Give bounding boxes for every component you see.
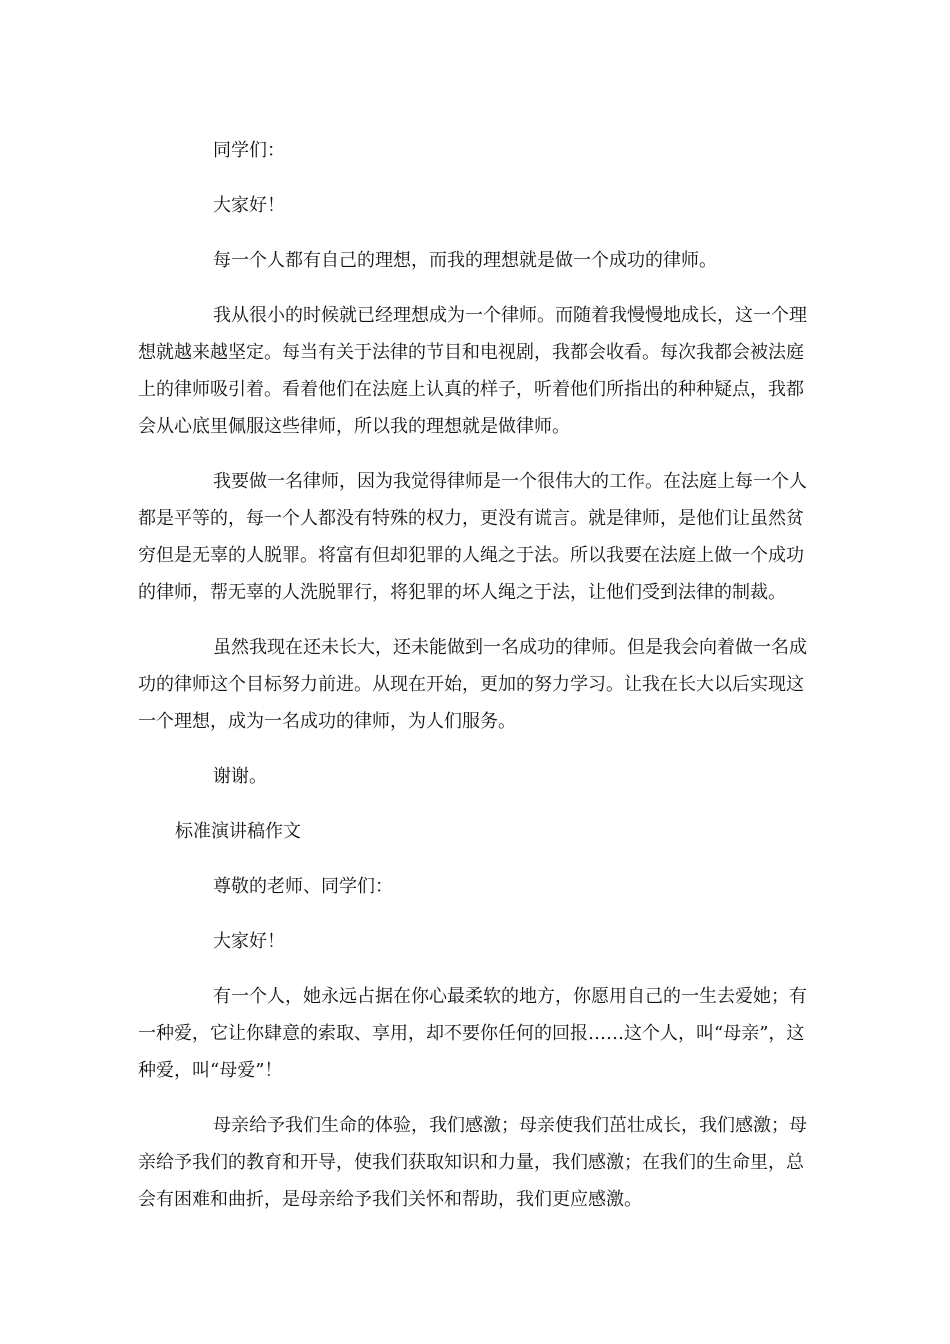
greeting: 大家好！ [213, 195, 285, 216]
salutation: 尊敬的老师、同学们： [213, 876, 393, 897]
paragraph: 虽然我现在还未长大，还未能做到一名成功的律师。但是我会向着做一名成功的律师这个目标努力前进。从现在开始，更加的努力学习。让我在长大以后实现这一个理想，成为一名成功的律师，为人们服务。 [138, 637, 807, 732]
paragraph: 我从很小的时候就已经理想成为一个律师。而随着我慢慢地成长，这一个理想就越来越坚定。每当有关于法律的节目和电视剧，我都会收看。每次我都会被法庭上的律师吸引着。看着他们在法庭上认真的样子，听着他们所指出的种种疑点，我都会从心底里佩服这些律师，所以我的理想就是做律师。 [138, 305, 807, 437]
paragraph: 母亲给予我们生命的体验，我们感激；母亲使我们茁壮成长，我们感激；母亲给予我们的教育和开导，使我们获取知识和力量，我们感激；在我们的生命里，总会有困难和曲折，是母亲给予我们关怀和帮助，我们更应感激。 [138, 1115, 807, 1210]
greeting: 大家好！ [213, 931, 285, 952]
paragraph: 每一个人都有自己的理想，而我的理想就是做一个成功的律师。 [213, 250, 717, 271]
closing: 谢谢。 [213, 766, 267, 787]
section-title: 标准演讲稿作文 [175, 821, 301, 842]
paragraph: 有一个人，她永远占据在你心最柔软的地方，你愿用自己的一生去爱她；有一种爱，它让你肆意的索取、享用，却不要你任何的回报……这个人，叫“母亲”，这种爱，叫“母爱”！ [138, 986, 807, 1081]
document-body [138, 132, 810, 1218]
paragraph: 我要做一名律师，因为我觉得律师是一个很伟大的工作。在法庭上每一个人都是平等的，每一个人都没有特殊的权力，更没有谎言。就是律师，是他们让虽然贫穷但是无辜的人脱罪。将富有但却犯罪的人绳之于法。所以我要在法庭上做一个成功的律师，帮无辜的人洗脱罪行，将犯罪的坏人绳之于法，让他们受到法律的制裁。 [138, 471, 807, 603]
salutation: 同学们： [213, 140, 285, 161]
